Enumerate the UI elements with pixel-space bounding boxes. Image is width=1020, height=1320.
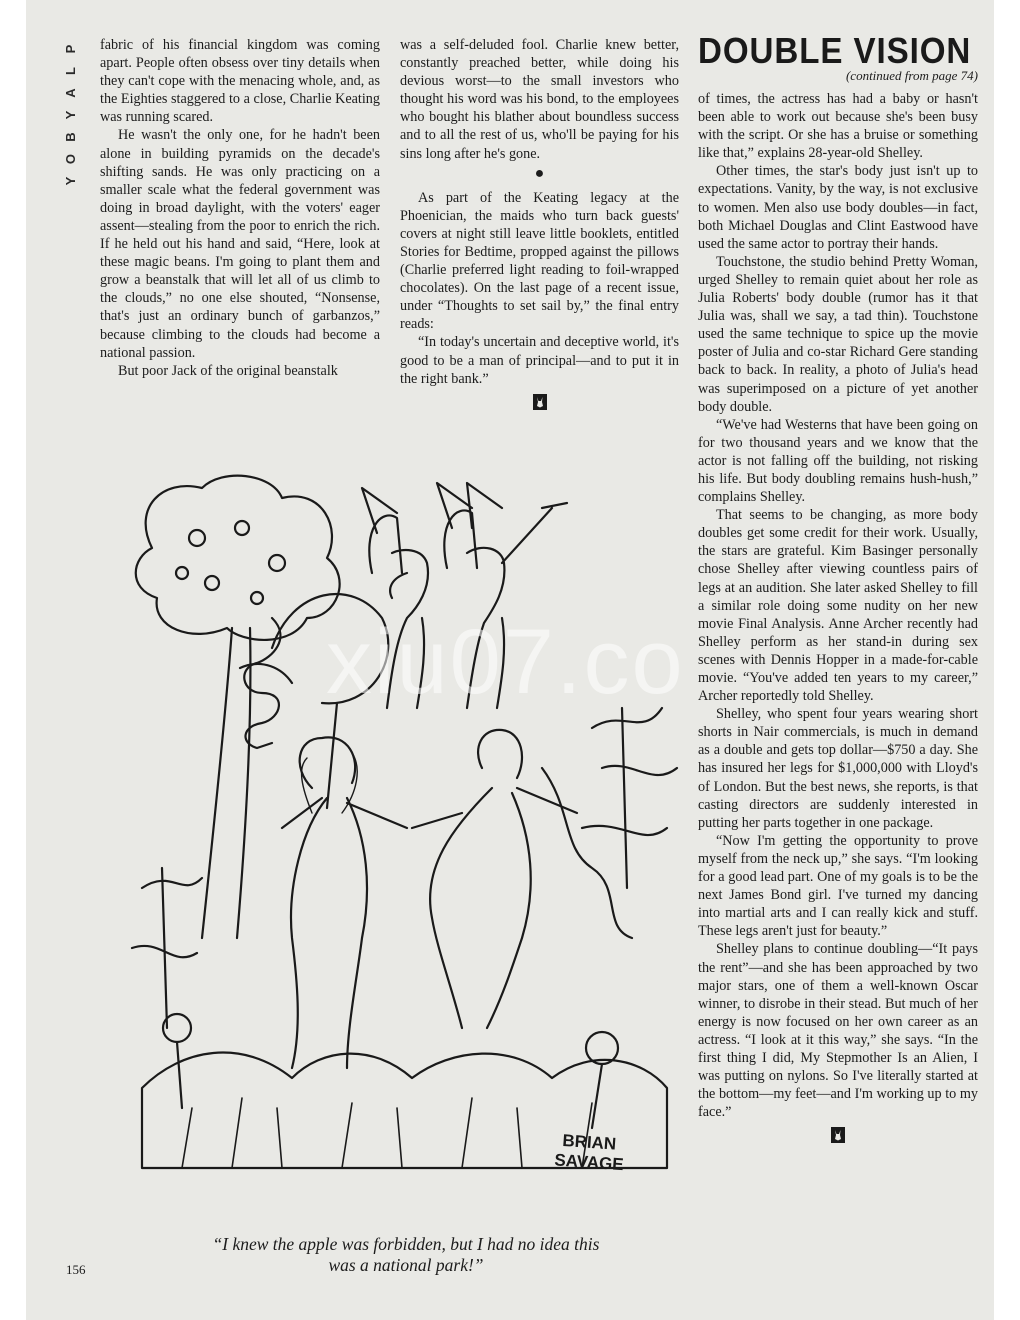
masthead-letter: L <box>63 67 78 75</box>
caption-line: was a national park!” <box>328 1255 484 1275</box>
article-column-3 <box>698 90 978 1143</box>
masthead-letter: O <box>63 153 78 165</box>
cartoon-caption <box>136 1234 676 1276</box>
watermark: xiu07.co <box>326 611 685 713</box>
tree-trunk <box>202 628 250 938</box>
paragraph: fabric of his financial kingdom was coming apart. People often obsess over tiny details when they can't cope with the menacing whole, and, as the Eighties staggered to a close, Charlie Keating was running scared. <box>100 37 380 126</box>
paragraph: Shelley plans to continue doubling—“It pays the rent”—and she has been approached by two major stars, one of them a well-known Oscar winner, to disrobe in their stead. But much of her energy is now focused on her own career as an actress. “I look at it this way,” she says. “In the first thing I did, My Stepmother Is an Alien, I was putting on nylons. So I've literally started at the bottom—my feet—and I'm working up to my face.” <box>698 941 978 1121</box>
section-separator: ● <box>534 164 545 182</box>
paragraph: “In today's uncertain and deceptive world, it's good to be a man of principal—and to put it in the right bank.” <box>400 334 679 387</box>
paragraph: “We've had Westerns that have been going on for two thousand years and we know that the actor is not falling off the building, not risking his life. But body doubling remains hush-hush,” complains Shelley. <box>698 416 978 506</box>
rabbit-head-icon <box>533 394 547 410</box>
paragraph: But poor Jack of the original beanstalk <box>118 362 338 379</box>
masthead-letter: P <box>63 44 78 54</box>
paragraph: Shelley, who spent four years wearing short shorts in Nair commercials, is much in demand as a double and gets top dollar—$750 a day. She has insured her legs for $1,000,000 with Lloyd's of London. But the best news, she reports, is that casting directors are suddenly interested in putting her parts together in one package. <box>698 706 978 831</box>
tree-canopy <box>136 476 340 640</box>
paragraph: “Now I'm getting the opportunity to prove myself from the neck up,” she says. “I'm looking for a good lead part. One of my goals is to be the next James Bond girl. I've turned my dancing into martial arts and I can really kick and stuff. These legs aren't just for beauty.” <box>698 832 978 940</box>
paragraph: Touchstone, the studio behind Pretty Woman, urged Shelley to remain quiet about her role as Julia Roberts' body double (rumor has it that Julia was, shall we say, a tad thin). Touchstone used the same technique to spice up the movie poster of Julia and co-star Richard Gere standing back to back. In reality, a photo of Julia's head was superimposed on a picture of yet another body double. <box>698 253 978 415</box>
rabbit-head-icon <box>831 1127 845 1143</box>
vine <box>542 768 632 938</box>
article-column-1 <box>100 36 380 380</box>
fern <box>582 708 677 888</box>
caption-line: “I knew the apple was forbidden, but I had no idea this <box>212 1234 600 1254</box>
article-column-2 <box>400 36 679 410</box>
man-figure <box>412 730 577 1028</box>
paragraph: That seems to be changing, as more body doubles get some credit for their work. Usually, the stars are grateful. Kim Basinger personally chose Shelley after viewing countless pairs of legs at an audition. She later asked Shelley to fill a similar role doing some nudity on her new movie Final Analysis. Anne Archer recently had Shelley perform as her stand-in during sex scenes with Dennis Hopper in a made-for-cable movie. “You've added ten years to my career,” Archer reportedly told Shelley. <box>698 507 978 705</box>
cartoonist-signature: SAVAGE <box>553 1150 625 1175</box>
masthead-letter: Y <box>63 176 78 186</box>
masthead-letter: B <box>63 132 78 142</box>
paragraph: Other times, the star's body just isn't up to expectations. Vanity, by the way, is not exclusive to women. Men also use body doubles—in fact, both Michael Douglas and Clint Eastwood have used the same actor to portray their hands. <box>698 163 978 252</box>
masthead-letter: Y <box>63 110 78 120</box>
cartoon-illustration <box>122 468 682 1208</box>
paragraph: of times, the actress has had a baby or hasn't been able to work out because she's been busy with the script. Or she has a bruise or something like that,” explains 28-year-old Shelley. <box>698 91 978 162</box>
paragraph: As part of the Keating legacy at the Phoenician, the maids who turn back guests' covers at night still leave little booklets, entitled Stories for Bedtime, propped against the pillows (Charlie preferred light reading to foil-wrapped chocolates). On the last page of a recent issue, under “Thoughts to set sail by,” the final entry reads: <box>400 189 679 333</box>
masthead-letter: A <box>63 88 78 98</box>
masthead-vertical <box>64 38 78 192</box>
article-headline: DOUBLE VISION <box>698 30 972 71</box>
paragraph: He wasn't the only one, for he hadn't been alone in building pyramids on the decade's shifting sands. He was only practicing on a smaller scale what the federal government was doing in broad daylight, with the voters' eager assent—stealing from the poor to enrich the rich. If he held out his hand and said, “Here, look at these magic beans. I'm going to plant them and grow a beanstalk that will let all of us climb to the clouds,” no one else shouted, “Nonsense, that's just an ordinary bunch of garbanzos,” because climbing to the clouds had become a national passion. <box>100 127 380 361</box>
paragraph: was a self-deluded fool. Charlie knew better, constantly preached better, while doing his devious worst—to the small investors who thought his word was his bond, to the employees who bought his blather about boundless success and to all the rest of us, who'll be paying for his sins long after he's gone. <box>400 37 679 162</box>
woman-figure <box>282 737 407 1068</box>
continued-from-note: (continued from page 74) <box>845 68 978 83</box>
cartoonist-signature: BRIAN <box>561 1130 617 1154</box>
page-number: 156 <box>66 1262 86 1277</box>
magazine-page <box>26 0 994 1320</box>
